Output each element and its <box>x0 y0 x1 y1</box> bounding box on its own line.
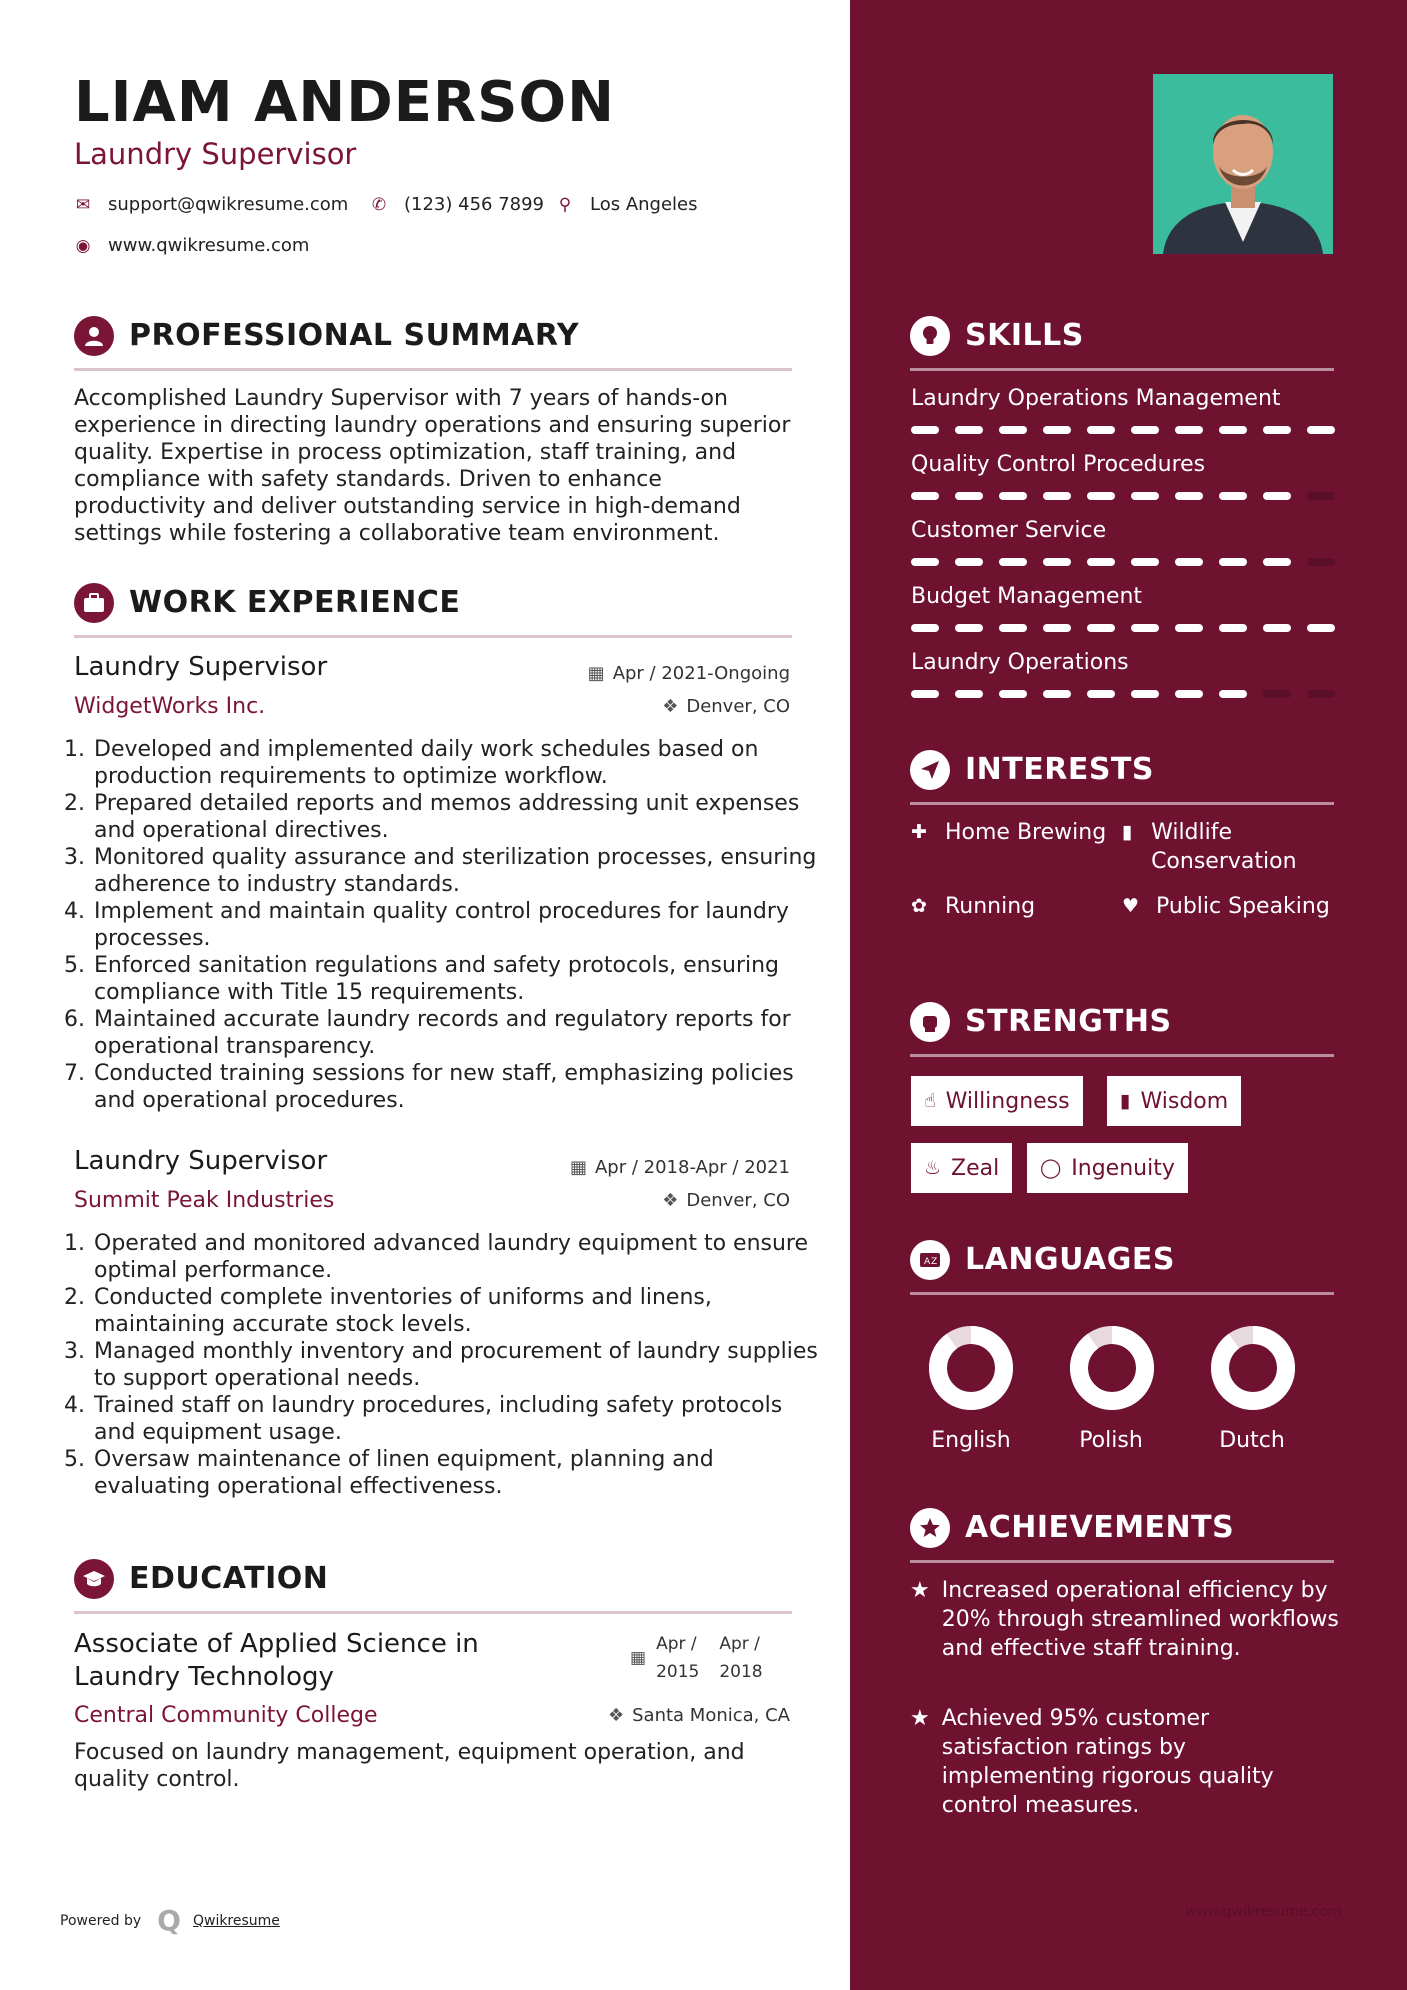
experience-section-header <box>74 583 792 639</box>
job-dates <box>570 1157 790 1178</box>
job-dates <box>588 663 790 684</box>
calendar-icon: ▦ <box>587 663 605 684</box>
donut-fill <box>1220 1335 1286 1401</box>
degree-line-1: Associate of Applied Science in <box>74 1629 479 1659</box>
list-item: 6. Maintained accurate laundry records and regulatory reports for operational transparency. <box>92 1006 827 1060</box>
job-location <box>662 1190 790 1211</box>
skill-dot <box>1175 690 1203 698</box>
interest-label: Public Speaking <box>1156 894 1330 919</box>
list-item: 5. Oversaw maintenance of linen equipment, planning and evaluating operational effectiveness. <box>92 1446 827 1500</box>
strength-label: Ingenuity <box>1071 1155 1175 1181</box>
paw-icon: ✿ <box>911 895 927 917</box>
skill-dot <box>1175 558 1203 566</box>
section-divider <box>910 802 1334 805</box>
skill-dot <box>1307 624 1335 632</box>
education-location <box>608 1705 790 1726</box>
map-pin-icon: ⚲ <box>558 194 572 215</box>
skill-dot <box>955 624 983 632</box>
footer-site: www.qwikresume.com <box>1185 1904 1342 1920</box>
svg-text:A: A <box>924 1257 931 1267</box>
puzzle-icon: ✚ <box>911 821 927 843</box>
achievement-item <box>910 1704 1340 1820</box>
skill-dot <box>1087 426 1115 434</box>
education-dates <box>630 1630 763 1686</box>
language-label: Dutch <box>1219 1428 1285 1453</box>
skill-dot <box>1175 492 1203 500</box>
degree-line-2: Laundry Technology <box>74 1662 334 1692</box>
achievements-section-header <box>910 1508 1334 1568</box>
skills-section-header <box>910 316 1334 376</box>
skill-dot <box>999 624 1027 632</box>
job-dates-text: Apr / 2021-Ongoing <box>612 663 790 684</box>
summary-text: Accomplished Laundry Supervisor with 7 years of hands-on experience in directing laundry operations and ensuring superior quality. Expertise in process optimization, staff training, and compliance with safety standards. Driven to enhance productivity and deliver outstanding service in high-demand settings while fostering a collaborative team environment. <box>74 386 791 546</box>
pin-icon: ❖ <box>662 696 679 717</box>
skill-dot <box>1087 558 1115 566</box>
summary-section-header <box>74 316 792 372</box>
skill-dot <box>1307 492 1335 500</box>
skill-dot <box>1131 624 1159 632</box>
section-divider <box>910 1560 1334 1563</box>
skill-level <box>911 492 1335 500</box>
strengths-section-header <box>910 1002 1334 1062</box>
section-divider <box>74 1611 792 1614</box>
skill-dot <box>1043 624 1071 632</box>
contact-location <box>556 194 698 215</box>
contact-phone[interactable] <box>370 194 544 215</box>
interest-label: Home Brewing <box>945 820 1107 845</box>
skill-dot <box>1175 426 1203 434</box>
language-icon <box>910 1240 950 1280</box>
skill-name: Laundry Operations <box>911 650 1129 675</box>
skill-dot <box>955 558 983 566</box>
language-label: English <box>931 1428 1011 1453</box>
strength-chip <box>1107 1076 1241 1126</box>
skill-dot <box>1087 624 1115 632</box>
lightbulb-icon <box>910 316 950 356</box>
flame-icon: ♨ <box>924 1157 942 1179</box>
website-text: www.qwikresume.com <box>108 235 310 256</box>
svg-text:Z: Z <box>931 1257 938 1267</box>
education-heading: EDUCATION <box>129 1561 329 1596</box>
star-icon: ★ <box>910 1578 930 1603</box>
skill-dot <box>1307 558 1335 566</box>
job-title: Laundry Supervisor <box>74 652 328 682</box>
strength-label: Zeal <box>951 1155 1000 1181</box>
calendar-icon: ▦ <box>569 1157 587 1178</box>
skill-dot <box>1043 492 1071 500</box>
skill-name: Laundry Operations Management <box>911 386 1281 411</box>
skills-heading: SKILLS <box>965 318 1084 353</box>
globe-icon: ◉ <box>75 235 91 256</box>
interest-label: Running <box>945 894 1036 919</box>
phone-text: (123) 456 7899 <box>404 194 545 215</box>
skill-dot <box>1263 492 1291 500</box>
skill-level <box>911 558 1335 566</box>
list-item: 4. Trained staff on laundry procedures, including safety protocols and equipment usage. <box>92 1392 827 1446</box>
footer-powered-by <box>60 1904 280 1937</box>
list-item: 4. Implement and maintain quality control procedures for laundry processes. <box>92 898 827 952</box>
achievement-text: Achieved 95% customer satisfaction ratings by implementing rigorous quality control measures. <box>941 1706 1274 1818</box>
skill-dot <box>1131 690 1159 698</box>
star-icon: ★ <box>910 1706 930 1731</box>
skill-dot <box>1043 690 1071 698</box>
skill-dot <box>911 690 939 698</box>
language-donut <box>1069 1325 1155 1411</box>
education-section-header <box>74 1559 792 1615</box>
skill-dot <box>1307 690 1335 698</box>
skill-dot <box>1131 558 1159 566</box>
pin-icon: ❖ <box>607 1705 625 1726</box>
interest-item <box>1122 818 1332 876</box>
list-item: 1. Developed and implemented daily work schedules based on production requirements to optimize workflow. <box>92 736 827 790</box>
qwikresume-logo-icon: Q <box>157 1904 181 1937</box>
strength-chip <box>1027 1143 1188 1193</box>
skill-dot <box>1219 690 1247 698</box>
start-b: 2015 <box>656 1662 700 1682</box>
candidate-name: LIAM ANDERSON <box>74 70 615 135</box>
job-company: Summit Peak Industries <box>74 1188 335 1213</box>
skill-dot <box>911 624 939 632</box>
skill-dot <box>955 492 983 500</box>
list-item: 2. Prepared detailed reports and memos addressing unit expenses and operational directives. <box>92 790 827 844</box>
skill-dot <box>999 690 1027 698</box>
pin-icon: ❖ <box>662 1190 679 1211</box>
achievement-text: Increased operational efficiency by 20% through streamlined workflows and effective staff training. <box>941 1578 1339 1661</box>
skill-level <box>911 426 1335 434</box>
section-divider <box>74 635 792 638</box>
skill-dot <box>1175 624 1203 632</box>
envelope-icon: ✉ <box>75 194 91 215</box>
paper-plane-icon <box>910 750 950 790</box>
skill-dot <box>911 492 939 500</box>
right-sidebar <box>850 0 1407 1990</box>
end-b: 2018 <box>719 1662 763 1682</box>
skill-dot <box>999 492 1027 500</box>
languages-heading: LANGUAGES <box>965 1242 1175 1277</box>
education-description: Focused on laundry management, equipment operation, and quality control. <box>74 1740 745 1792</box>
skill-dot <box>1263 558 1291 566</box>
strengths-heading: STRENGTHS <box>965 1004 1172 1039</box>
skill-dot <box>1307 426 1335 434</box>
skill-level <box>911 690 1335 698</box>
skill-level <box>911 624 1335 632</box>
strength-label: Willingness <box>945 1088 1070 1114</box>
skill-dot <box>1263 426 1291 434</box>
skill-dot <box>955 426 983 434</box>
education-location-text: Santa Monica, CA <box>632 1705 790 1726</box>
section-divider <box>74 368 792 371</box>
fist-icon <box>910 1002 950 1042</box>
book-icon: ▮ <box>1122 821 1133 843</box>
summary-heading: PROFESSIONAL SUMMARY <box>129 318 580 353</box>
job-bullets <box>66 736 827 1114</box>
strength-label: Wisdom <box>1140 1088 1229 1114</box>
phone-icon: ✆ <box>371 194 387 215</box>
brand-link[interactable]: Qwikresume <box>192 1912 280 1929</box>
language-label: Polish <box>1079 1428 1143 1453</box>
skill-dot <box>999 558 1027 566</box>
heartbeat-icon: ♥ <box>1122 895 1140 917</box>
thumbs-up-icon: ☝ <box>924 1090 936 1112</box>
job-location-text: Denver, CO <box>686 1190 790 1211</box>
section-divider <box>910 368 1334 371</box>
skill-dot <box>1043 558 1071 566</box>
list-item: 2. Conducted complete inventories of uniforms and linens, maintaining accurate stock levels. <box>92 1284 827 1338</box>
list-item: 3. Monitored quality assurance and sterilization processes, ensuring adherence to industry standards. <box>92 844 827 898</box>
list-item: 5. Enforced sanitation regulations and safety protocols, ensuring compliance with Title 15 requirements. <box>92 952 827 1006</box>
section-divider <box>910 1292 1334 1295</box>
skill-dot <box>999 426 1027 434</box>
lightbulb-icon: ◯ <box>1040 1157 1062 1179</box>
start-a: Apr / <box>656 1634 697 1654</box>
interest-item <box>911 818 1111 847</box>
achievement-item <box>910 1576 1340 1663</box>
end-a: Apr / <box>719 1634 760 1654</box>
language-donut <box>1210 1325 1296 1411</box>
skill-dot <box>1219 558 1247 566</box>
donut-fill <box>938 1335 1004 1401</box>
job-location-text: Denver, CO <box>686 696 790 717</box>
experience-heading: WORK EXPERIENCE <box>129 585 461 620</box>
briefcase-icon <box>74 583 114 623</box>
profile-photo <box>1153 74 1333 254</box>
skill-name: Quality Control Procedures <box>911 452 1206 477</box>
skill-dot <box>1087 690 1115 698</box>
job-title: Laundry Supervisor <box>74 1146 328 1176</box>
degree-title <box>74 1628 479 1694</box>
school-name: Central Community College <box>74 1703 378 1728</box>
donut-fill <box>1079 1335 1145 1401</box>
skill-dot <box>1087 492 1115 500</box>
book-icon: ▮ <box>1120 1090 1131 1112</box>
powered-by-label: Powered by <box>60 1912 142 1929</box>
skill-dot <box>1263 690 1291 698</box>
section-divider <box>910 1054 1334 1057</box>
skill-dot <box>911 558 939 566</box>
skill-dot <box>1043 426 1071 434</box>
interest-item <box>1122 892 1332 921</box>
user-icon <box>74 316 114 356</box>
skill-name: Customer Service <box>911 518 1107 543</box>
skill-dot <box>1219 624 1247 632</box>
skill-dot <box>1219 492 1247 500</box>
skill-name: Budget Management <box>911 584 1143 609</box>
list-item: 7. Conducted training sessions for new staff, emphasizing policies and operational procedures. <box>92 1060 827 1114</box>
job-location <box>662 696 790 717</box>
interest-item <box>911 892 1111 921</box>
achievements-heading: ACHIEVEMENTS <box>965 1510 1235 1545</box>
skill-dot <box>1131 426 1159 434</box>
star-icon <box>910 1508 950 1548</box>
skill-dot <box>1219 426 1247 434</box>
strength-chip <box>911 1076 1083 1126</box>
strength-chip <box>911 1143 1012 1193</box>
list-item: 1. Operated and monitored advanced laundry equipment to ensure optimal performance. <box>92 1230 827 1284</box>
contact-website[interactable] <box>74 235 309 256</box>
skill-dot <box>1263 624 1291 632</box>
job-dates-text: Apr / 2018-Apr / 2021 <box>594 1157 790 1178</box>
interest-label: Wildlife Conservation <box>1151 820 1297 874</box>
calendar-icon: ▦ <box>630 1648 647 1668</box>
skill-dot <box>955 690 983 698</box>
contact-email[interactable] <box>74 194 348 215</box>
list-item: 3. Managed monthly inventory and procurement of laundry supplies to support operational needs. <box>92 1338 827 1392</box>
job-bullets <box>66 1230 827 1500</box>
location-text: Los Angeles <box>590 194 698 215</box>
graduation-icon <box>74 1559 114 1599</box>
interests-section-header <box>910 750 1334 810</box>
language-donut <box>928 1325 1014 1411</box>
job-company: WidgetWorks Inc. <box>74 694 266 719</box>
interests-heading: INTERESTS <box>965 752 1154 787</box>
candidate-title: Laundry Supervisor <box>74 137 357 171</box>
skill-dot <box>1131 492 1159 500</box>
skill-dot <box>911 426 939 434</box>
email-text: support@qwikresume.com <box>108 194 349 215</box>
languages-section-header <box>910 1240 1334 1300</box>
